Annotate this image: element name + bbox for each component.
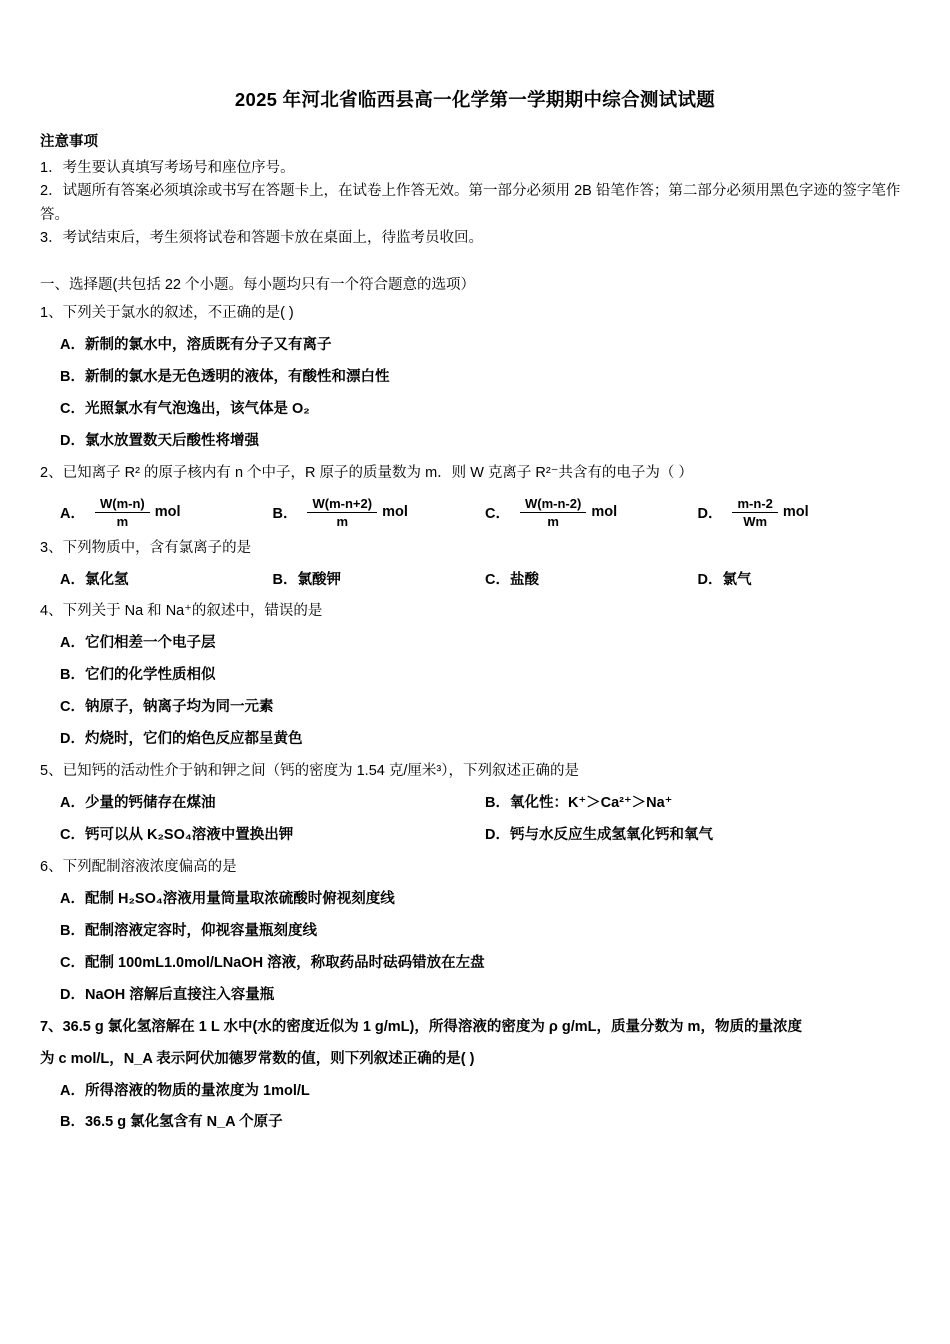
unit: mol <box>591 504 618 521</box>
question-3-options <box>40 568 910 593</box>
question-5-options-row-1 <box>40 791 910 816</box>
question-3-text: 、下列物质中，含有氯离子的是 <box>48 539 252 556</box>
question-2-text: 、已知离子 R² 的原子核内有 n 个中子，R 原子的质量数为 m．则 W 克离子 R²⁻共含有的电子为（ ） <box>48 464 693 481</box>
fraction <box>307 496 377 529</box>
question-7-option-a: A．所得溶液的物质的量浓度为 1mol/L <box>60 1082 310 1099</box>
question-2-number: 2 <box>40 464 49 481</box>
question-4-stem <box>40 599 910 624</box>
notice-heading: 注意事项 <box>40 134 98 150</box>
question-7-stem-line-2: 为 c mol/L，N_A 表示阿伏加德罗常数的值，则下列叙述正确的是( ) <box>40 1050 475 1067</box>
question-5-stem <box>40 759 910 784</box>
question-7-stem-line-1 <box>40 1015 910 1040</box>
option-label: C． <box>485 505 510 522</box>
question-7-option-b: B．36.5 g 氯化氢含有 N_A 个原子 <box>60 1114 283 1131</box>
fraction <box>732 496 777 529</box>
fraction <box>95 496 150 529</box>
question-6-option-d: D．NaOH 溶解后直接注入容量瓶 <box>60 986 275 1003</box>
question-3-stem <box>40 536 910 561</box>
fraction-numerator: m-n-2 <box>732 496 777 513</box>
question-3-option-b: B．氯酸钾 <box>272 571 341 588</box>
question-2-options <box>40 496 910 529</box>
question-1-number: 1 <box>40 304 49 321</box>
unit: mol <box>782 504 809 521</box>
option-label: D． <box>697 505 723 522</box>
question-4-option-c: C．钠原子，钠离子均为同一元素 <box>60 699 274 716</box>
question-6-number: 6 <box>40 858 49 875</box>
question-1-option-c: C．光照氯水有气泡逸出，该气体是 O₂ <box>60 400 310 417</box>
page-title: 2025 年河北省临西县高一化学第一学期期中综合测试试题 <box>234 89 716 110</box>
section-heading: 一、选择题(共包括 22 个小题。每小题均只有一个符合题意的选项） <box>40 276 476 293</box>
notice-line-1: 1．考生要认真填写考场号和座位序号。 <box>40 160 295 176</box>
question-3-option-d: D．氯气 <box>697 571 752 588</box>
question-1-option-d: D．氯水放置数天后酸性将增强 <box>60 432 259 449</box>
question-5-text: 、已知钙的活动性介于钠和钾之间（钙的密度为 1.54 克/厘米³），下列叙述正确的是 <box>48 763 579 780</box>
question-1-text: 、下列关于氯水的叙述，不正确的是( ) <box>48 304 294 321</box>
question-2-option-b <box>273 496 486 529</box>
fraction-numerator: W(m-n+2) <box>307 496 377 513</box>
question-5-options-row-2 <box>40 823 910 848</box>
question-7-text-1: 、36.5 g 氯化氢溶解在 1 L 水中(水的密度近似为 1 g/mL)，所得溶液的密度为 ρ g/mL，质量分数为 m，物质的量浓度 <box>48 1018 802 1035</box>
question-6-option-c: C．配制 100mL1.0mol/LNaOH 溶液，称取药品时砝码错放在左盘 <box>60 954 485 971</box>
fraction-numerator: W(m-n-2) <box>520 496 586 513</box>
notice-line-3: 3．考试结束后，考生须将试卷和答题卡放在桌面上，待监考员收回。 <box>40 230 484 247</box>
question-1-stem <box>40 301 910 326</box>
fraction-denominator: m <box>116 513 129 529</box>
question-6-text: 、下列配制溶液浓度偏高的是 <box>48 858 237 875</box>
question-2-stem <box>40 461 910 486</box>
question-2-option-d <box>698 496 911 529</box>
question-6-stem <box>40 855 910 880</box>
question-5-number: 5 <box>40 763 49 780</box>
question-6-option-a: A．配制 H₂SO₄溶液用量筒量取浓硫酸时俯视刻度线 <box>60 890 395 907</box>
question-5-option-d: D．钙与水反应生成氢氧化钙和氧气 <box>485 827 713 843</box>
notice-line-2: 2．试题所有答案必须填涂或书写在答题卡上，在试卷上作答无效。第一部分必须用 2B 铅笔作答；第二部分必须用黑色字迹的签字笔作答。 <box>40 183 901 223</box>
question-2-option-c <box>485 496 698 529</box>
question-4-option-b: B．它们的化学性质相似 <box>60 667 216 684</box>
unit: mol <box>382 504 408 521</box>
question-6-option-b: B．配制溶液定容时，仰视容量瓶刻度线 <box>60 922 317 939</box>
question-4-option-d: D．灼烧时，它们的焰色反应都呈黄色 <box>60 731 303 748</box>
question-1-option-a: A．新制的氯水中，溶质既有分子又有离子 <box>60 336 332 353</box>
option-label: B． <box>272 505 298 522</box>
question-3-number: 3 <box>40 539 49 556</box>
option-label: A． <box>60 505 85 522</box>
unit: mol <box>154 504 181 521</box>
fraction <box>520 496 586 529</box>
question-3-option-c: C．盐酸 <box>485 571 539 588</box>
question-3-option-a: A．氯化氢 <box>60 571 129 588</box>
fraction-denominator: m <box>547 513 559 529</box>
question-4-option-a: A．它们相差一个电子层 <box>60 635 216 652</box>
question-1-option-b: B．新制的氯水是无色透明的液体，有酸性和漂白性 <box>60 368 390 385</box>
question-4-text: 、下列关于 Na 和 Na⁺的叙述中，错误的是 <box>48 603 323 620</box>
fraction-numerator: W(m-n) <box>95 496 150 513</box>
question-7-number: 7 <box>40 1018 49 1035</box>
question-5-option-b: B．氧化性：K⁺＞Ca²⁺＞Na⁺ <box>485 795 673 812</box>
fraction-denominator: Wm <box>743 513 768 529</box>
fraction-denominator: m <box>336 513 349 529</box>
question-4-number: 4 <box>40 603 49 620</box>
question-5-option-c: C．钙可以从 K₂SO₄溶液中置换出钾 <box>60 827 294 843</box>
question-2-option-a <box>60 496 273 529</box>
question-5-option-a: A．少量的钙储存在煤油 <box>60 795 216 812</box>
